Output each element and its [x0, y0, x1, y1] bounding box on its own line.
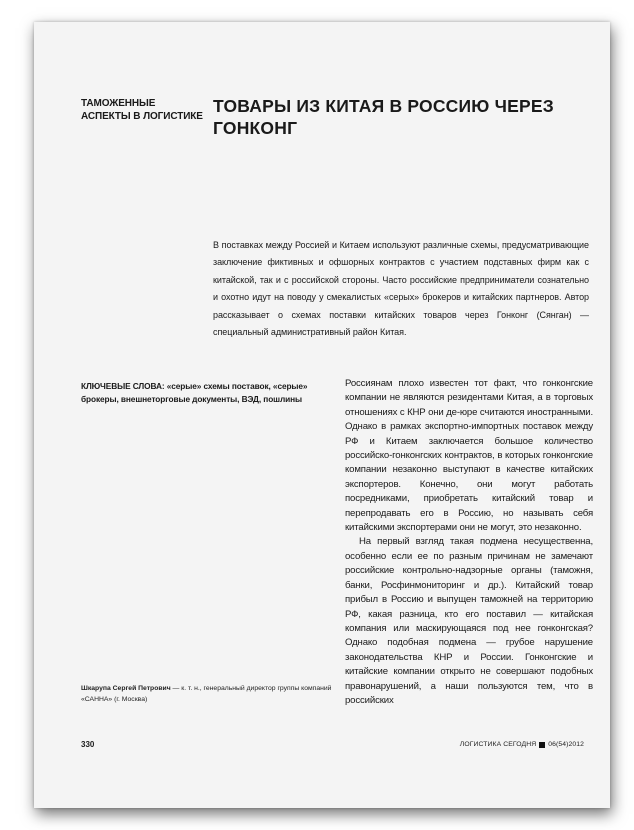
author-info [81, 684, 341, 705]
keywords-label: КЛЮЧЕВЫЕ СЛОВА: [81, 381, 165, 391]
keywords-text: «серые» схемы поставок, «серые» брокеры, внешнеторговые документы, ВЭД, пошлины [81, 381, 308, 404]
footer-issue: 06(54)2012 [548, 741, 584, 748]
page-number: 330 [81, 740, 95, 749]
body-paragraph-2: На первый взгляд такая подмена несущественна, особенно если ее по разным причинам не замечают российские контрольно-надзорные органы (таможня, банки, Росфинмониторинг и др.). Китайский товар прибыл в Россию и выпущен таможней на территорию РФ, какая разница, кто его поставил — китайская компания или маскирующаяся под нее гонконгская? Однако подобная подмена — грубое нарушение законодательства КНР и России. Гонконгские и китайские компании открыто не совершают подобных правонарушений, а наши пользуются тем, что в российских [345, 536, 593, 706]
body-paragraph-1: Россиянам плохо известен тот факт, что гонконгские компании не являются резидентами Китая, а в торговых отношениях с КНР они де-юре считаются иностранными. Однако в рамках экспортно-импортных поставок между РФ и Китаем заключается большое количество российско-гонконгских контрактов, в которых гонконгские компании незаконно выступают в качестве китайских экспортеров. Конечно, они могут работать посредниками, приобретать китайский товар и перепродавать его в Россию, но называть себя китайскими экспортерами они не могут, это незаконно. [345, 378, 593, 534]
keywords-block [81, 380, 331, 406]
magazine-page [34, 22, 610, 808]
footer-journal: ЛОГИСТИКА СЕГОДНЯ [459, 741, 537, 748]
author-name: Шкарупа Сергей Петрович [81, 685, 171, 692]
author-details: — к. т. н., генеральный директор группы компаний «САННА» (г. Москва) [81, 685, 332, 703]
square-bullet-icon [539, 742, 545, 748]
article-title: ТОВАРЫ ИЗ КИТАЯ В РОССИЮ ЧЕРЕЗ ГОНКОНГ [213, 96, 554, 138]
article-body [345, 377, 593, 708]
article-lead: В поставках между Россией и Китаем используют различные схемы, предусматривающие заключение фиктивных и офшорных контрактов с участием подставных фирм как с китайской, так и с российской стороны. Часто российские предприниматели сознательно и охотно идут на поводу у смекалистых «серых» брокеров и китайских партнеров. Автор рассказывает о схемах поставки китайских товаров через Гонконг (Сянган) — специальный административный район Китая. [213, 240, 589, 338]
running-footer [460, 741, 584, 748]
section-label: ТАМОЖЕННЫЕ АСПЕКТЫ В ЛОГИСТИКЕ [81, 98, 203, 122]
